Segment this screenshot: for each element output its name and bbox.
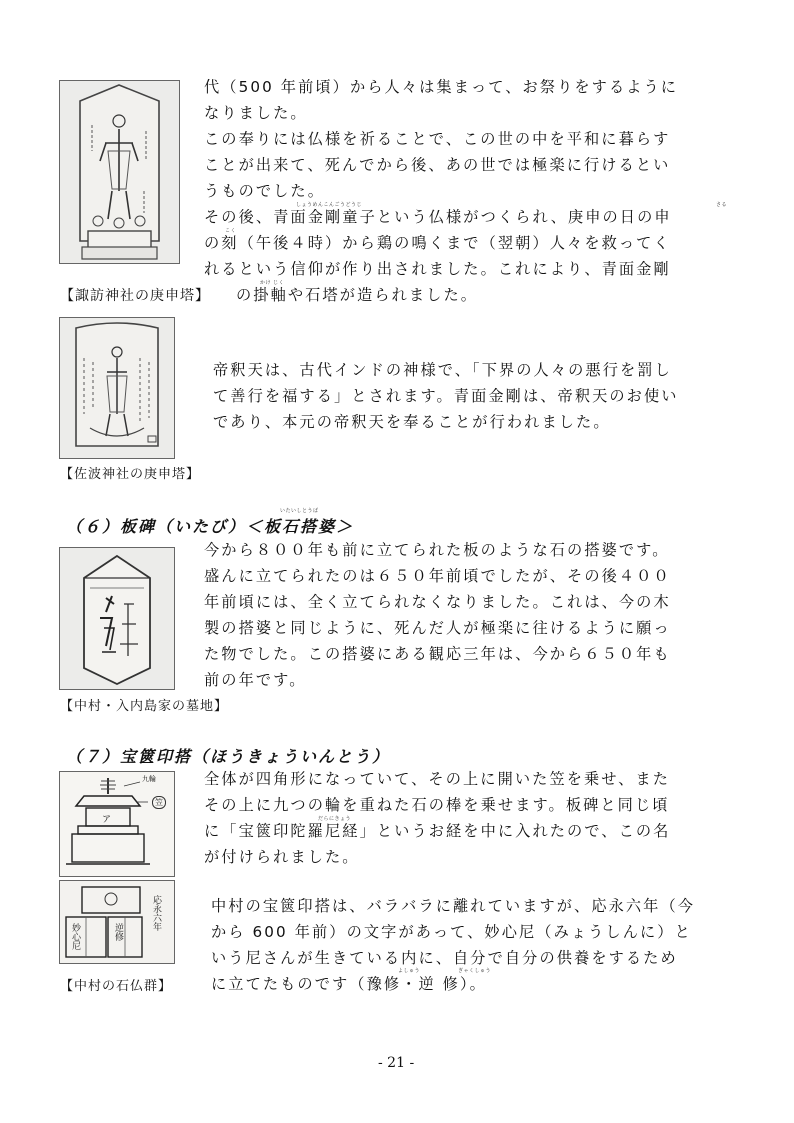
text-line: から 600 年前）の文字があって、妙心尼（みょうしんに）と [211,923,692,941]
text-line: て善行を福する」とされます。青面金剛は、帝釈天のお使い [213,387,679,405]
ruby-kake: かけ じく [260,280,285,286]
text-line: が付けられました。 [204,848,360,866]
text-line: 年前頃には、全く立てられなくなりました。これは、今の木 [204,593,671,611]
text-line: に「宝篋印陀羅尼経」というお経を中に入れたので、この名 [204,822,671,840]
stone-text-oei: 応永六年 [151,895,161,931]
sketch-label-kasa: 笠 [152,796,166,809]
page-number: - 21 - [378,1055,415,1071]
ruby-gyakushu: ぎゃくしゅう [458,968,492,974]
koshin-sawa-image [59,317,175,459]
text-line: 全体が四角形になっていて、その上に開いた笠を乗せ、また [204,770,671,788]
text-line: この奉りには仏様を祈ることで、この世の中を平和に暮らす [204,130,671,148]
ruby-shomen: しょうめんこんごうどうじ [296,202,363,208]
koshin-sawa-caption: 【佐波神社の庚申塔】 [60,467,201,482]
text-line: 今から８００年も前に立てられた板のような石の搭婆です。 [204,541,670,559]
sketch-label-a: ア [102,815,112,825]
hokyointo-drawing [60,772,174,876]
section-heading-hokyointo: （７）宝篋印搭（ほうきょういんとう） [66,747,391,766]
ruby-koku: こく [225,228,237,234]
text-line: うものでした。 [204,182,326,200]
sketch-label-kurin: 九輪 [142,775,156,783]
koshin-sawa-drawing [60,318,174,458]
ruby-yoshu: よしゅう [398,968,421,974]
hokyointo-paragraph-2 [211,893,695,997]
text-line: ことが出来て、死んでから後、あの世では極楽に行けるとい [204,156,671,174]
hokyointo-sketch-image [59,771,175,877]
taishaku-paragraph [213,357,679,435]
text-line: 盛んに立てられたのは６５０年前頃でしたが、その後４００ [204,567,671,585]
koshin-suwa-drawing [60,81,179,263]
text-line: であり、本元の帝釈天を奉ることが行われました。 [213,413,611,431]
itabi-drawing [60,548,174,689]
section-heading-itabi: （６）板碑（いたび）＜板石搭婆＞ [66,517,355,536]
koshin-suwa-image [59,80,180,264]
text-line: なりました。 [204,104,308,122]
text-line: 帝釈天は、古代インドの神様で、「下界の人々の悪行を罰し [213,361,672,379]
text-line: 代（500 年前頃）から人々は集まって、お祭りをするように [204,78,679,96]
stone-text-myoshinni: 妙心尼 [70,923,80,950]
text-line: 中村の宝篋印搭は、バラバラに離れていますが、応永六年（今 [211,897,696,915]
text-line: その上に九つの輪を重ねた石の棒を乗せます。板碑と同じ頃 [204,796,670,814]
text-line: いう尼さんが生きている内に、自分で自分の供養をするため [211,949,678,967]
itabi-caption: 【中村・入内島家の墓地】 [60,699,229,714]
nakamura-stones-image [59,880,175,964]
itabi-paragraph [204,537,671,693]
ruby-darani: だらにきょう [318,816,352,822]
text-line: た物でした。この搭婆にある観応三年は、今から６５０年も [204,645,671,663]
itabi-image [59,547,175,690]
text-line: の刻（午後４時）から鶏の鳴くまで（翌朝）人々を救ってく [204,234,671,252]
heading-ruby: いたいしとうば [280,508,319,514]
text-line: の掛軸や石塔が造られました。 [236,286,479,304]
text-line: 製の搭婆と同じように、死んだ人が極楽に往けるように願っ [204,619,671,637]
stone-text-gyakushu: 逆修 [113,923,123,941]
koshin-paragraph [204,74,678,282]
text-line: 前の年です。 [204,671,307,689]
hokyointo-paragraph-1 [204,766,670,870]
text-line: その後、青面金剛童子という仏様がつくられ、庚申の日の申 [204,208,672,226]
stones-caption: 【中村の石仏群】 [60,979,173,994]
koshin-suwa-caption: 【諏訪神社の庚申塔】 [60,288,210,304]
text-line: れるという信仰が作り出されました。これにより、青面金剛 [204,260,671,278]
text-line: に立てたものです（豫修・逆 修）。 [211,975,487,993]
ruby-saru: さる [716,202,728,208]
